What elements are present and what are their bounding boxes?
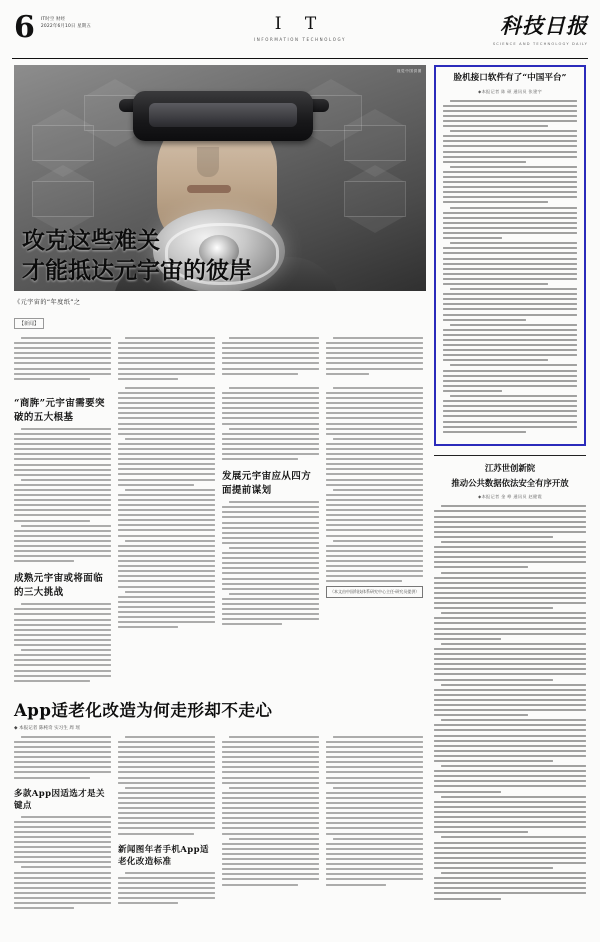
paper-logo: [493, 10, 588, 46]
body-text: [222, 501, 319, 625]
body-text: [14, 428, 111, 562]
body-text: [222, 736, 319, 886]
second-article-eyebrow: 江苏世创新院: [484, 462, 536, 473]
paper-name-cn: 科技日报: [500, 13, 588, 38]
body-grid: [0, 59, 600, 922]
body-text: [14, 736, 111, 779]
lead-columns: [14, 337, 426, 383]
section-heading-3: 发展元宇宙应从四方面提前谋划: [222, 471, 312, 497]
app-subheading-2: 新闻图年者手机App适老化改造标准: [118, 844, 209, 867]
article-col-3: [222, 387, 319, 685]
lead-col-4: [326, 337, 423, 383]
paper-name-en: SCIENCE AND TECHNOLOGY DAILY: [492, 42, 588, 46]
app-col-4: [326, 736, 423, 913]
body-text: [326, 387, 423, 583]
masthead-meta-line2: 2022年6月10日 星期五: [40, 23, 91, 29]
masthead-meta: [41, 14, 91, 30]
vr-headset: [133, 91, 313, 141]
vr-visor-glass: [149, 103, 297, 127]
hex-decoration: [344, 181, 406, 217]
app-article-columns: [14, 736, 426, 913]
article-footnote: （本文由中国科技体系研究中心主任·研究员提供）: [326, 586, 423, 598]
app-col-1: [14, 736, 111, 913]
app-subheading-1: 多款App因适选才是关键点: [14, 788, 105, 811]
body-text: [118, 736, 215, 835]
article-col-1: [14, 387, 111, 685]
article-col-2: [118, 387, 215, 685]
body-text: [326, 337, 423, 375]
body-text: [443, 100, 577, 433]
app-article-byline: ◆ 本报记者 陈杶奇 实习生 周 瑶: [14, 725, 80, 731]
section-heading-1: “商脌”元宇宙需要突破的五大根基: [14, 397, 105, 423]
boxed-article-byline: ◆本报记者 陈 硕 通讯员 张建宇: [478, 88, 542, 94]
left-column: [14, 65, 426, 912]
body-text: [14, 816, 111, 910]
boxed-article: [434, 65, 586, 446]
app-col-3: [222, 736, 319, 913]
boxed-article-headline: 脸机接口软件有了“中国平台”: [453, 73, 567, 83]
body-text: [222, 387, 319, 460]
article-columns: [14, 387, 426, 685]
app-col-2: [118, 736, 215, 913]
body-text: [118, 337, 215, 380]
page-number: 6: [14, 10, 35, 45]
section-divider: [434, 455, 586, 456]
body-text: [222, 337, 319, 375]
masthead: [0, 0, 600, 58]
body-text: [118, 872, 215, 905]
second-article-byline: ◆本报记者 金 峥 通讯员 赵健霞: [478, 494, 542, 500]
app-article-title: App适老化改造为何走形却不走心: [14, 700, 273, 720]
article-byline: 【新闻】: [14, 318, 44, 329]
lead-col-1: [14, 337, 111, 383]
lead-col-3: [222, 337, 319, 383]
article-kicker: 《元宇宙的“年度纸”之: [14, 299, 81, 306]
body-text: [434, 505, 586, 899]
photo-credit: 视觉中国供图: [396, 69, 422, 73]
section-title: I T: [274, 14, 326, 34]
body-text: [118, 387, 215, 628]
hero-photo: [14, 65, 426, 291]
figure-mouth: [187, 185, 231, 193]
article-col-4: [326, 387, 423, 685]
right-column: [434, 65, 586, 912]
masthead-meta-line1: IT时空 财经: [40, 17, 66, 22]
section-heading-2: 成熟元宇宙或将面临的三大挑战: [14, 573, 104, 599]
second-article-headline: 推动公共数据依法安全有序开放: [451, 477, 569, 488]
body-text: [326, 736, 423, 886]
body-text: [14, 603, 111, 681]
headline-line-2: 才能抵达元宇宙的彼岸: [22, 256, 252, 284]
body-text: [14, 337, 111, 380]
lead-col-2: [118, 337, 215, 383]
section-subtitle: INFORMATION TECHNOLOGY: [253, 37, 346, 42]
headline-block: [22, 226, 282, 285]
figure-nose: [197, 147, 219, 177]
hex-decoration: [32, 181, 94, 217]
headline-line-1: 攻克这些难关: [22, 227, 160, 255]
